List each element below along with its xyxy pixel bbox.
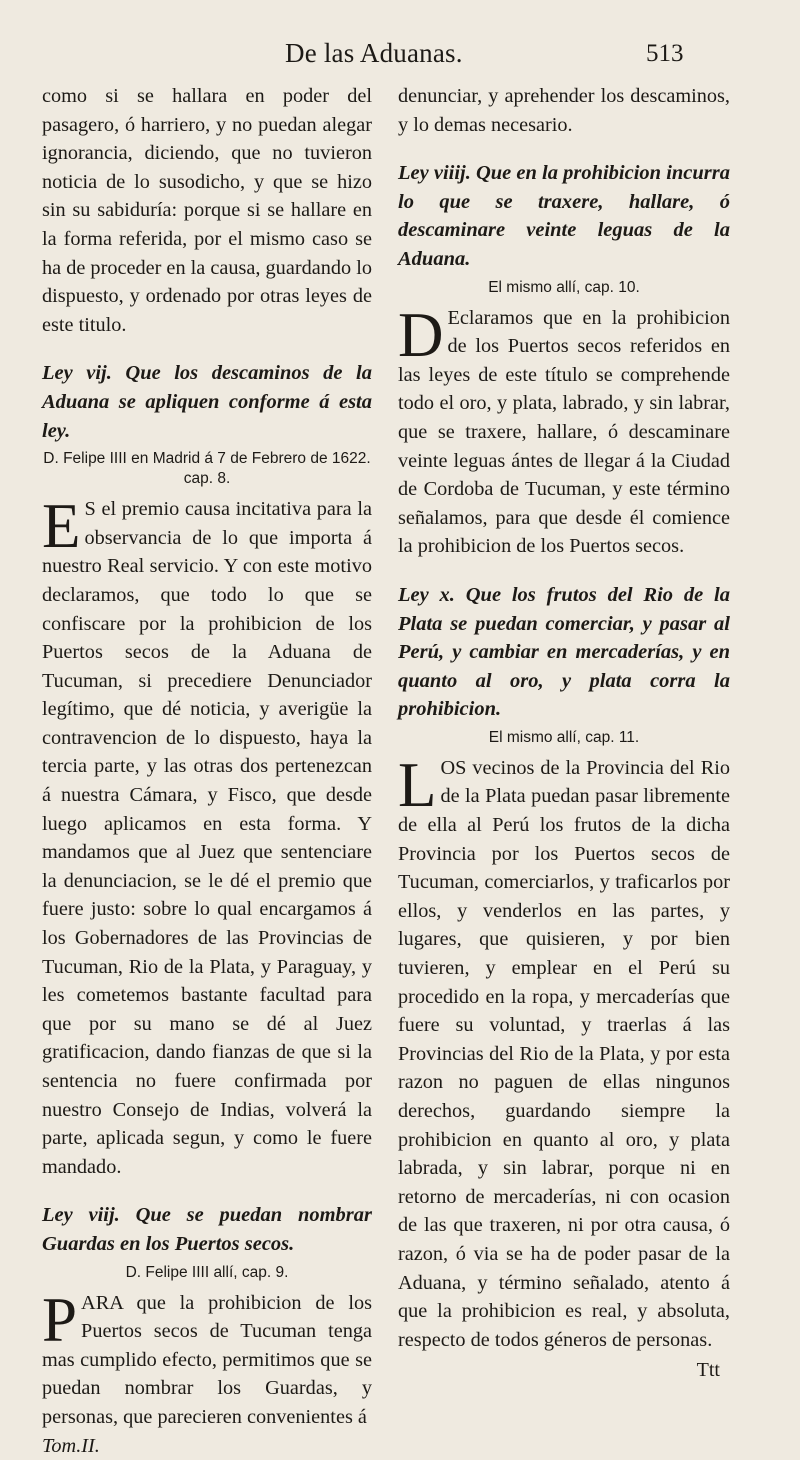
law-9-source: El mismo allí, cap. 10. (488, 278, 640, 296)
law-7-body (42, 491, 372, 1181)
law-10-text: OS vecinos de la Provincia del Rio de la Plata puedan pasar libremente de ella al Perú los frutos de la dicha Provincia por los Puertos secos de Tucuman, comerciarlos, y traficarlos por ellos, y venderlos en las partes, y lugares, que quisieren, y por bien tuvieren, y emplear en el Perú su procedido en la ropa, y mercaderías que fuere su voluntad, y traerlas á las Provincias del Rio de la Plata, y por esta razon no paguen de ellas ningunos derechos, guardando siempre la prohibicion en quanto al oro, y plata labrada, y sin labrar, porque ni en retorno de mercaderías, ni con ocasion de las que traxeren, ni por otra causa, ó razon, ó via se ha de poder pasar de la Aduana, y término señalado, atento á que la prohibicion es real, y absoluta, respecto de todos géneros de personas. (398, 756, 730, 1351)
volume-signature: Tom.II. (42, 1434, 100, 1457)
catchword: Ttt (696, 1359, 720, 1382)
law-10-body (398, 749, 730, 1354)
law-8-heading: Ley viij. Que se puedan nombrar Guardas en los Puertos secos. (42, 1204, 372, 1255)
law-7-heading: Ley vij. Que los descaminos de la Aduana se apliquen conforme á esta ley. (42, 362, 372, 442)
law-7-text: S el premio causa incitativa para la observancia de lo que importa á nuestro Real servicio. Y con este motivo declaramos, que todo lo que se confiscare por la prohibicion de los Puertos secos de la Aduana de Tucuman, si precediere Denunciador legítimo, que dé noticia, y averigüe la contravencion de lo dispuesto, haya la tercia parte, y las otras dos pertenezcan á nuestra Cámara, y Fisco, que desde luego aplicamos en esta forma. Y mandamos que al Juez que sentenciare la denunciacion, se le dé el premio que fuere justo: sobre lo qual encargamos á los Gobernadores de las Provincias de Tucuman, Rio de la Plata, y Paraguay, y les cometemos bastante facultad para que por su mano se dé al Juez gratificacion, dando fianzas de que si la sentencia no fuere confirmada por nuestro Consejo de Indias, volverá la parte, aplicada segun, y como le fuere mandado. (42, 498, 372, 1178)
right-column (398, 82, 730, 1385)
law-9-heading: Ley viiij. Que en la prohibicion incurra lo que se traxere, hallare, ó descaminare veinte leguas de la Aduana. (398, 162, 730, 270)
continued-paragraph: como si se hallara en poder del pasagero, ó harriero, y no puedan alegar ignorancia, diciendo, que no tuvieron noticia de lo susodicho, y que se hizo sin su sabiduría: porque si se hallare en la forma referida, por el mismo caso se ha de proceder en la causa, guardando lo dispuesto, y ordenado por otras leyes de este titulo. (42, 85, 372, 336)
law-7-source: D. Felipe IIII en Madrid á 7 de Febrero de 1622. cap. 8. (43, 450, 371, 488)
continued-paragraph-right: denunciar, y aprehender los descaminos, y lo demas necesario. (398, 85, 730, 136)
law-8-text: ARA que la prohibicion de los Puertos secos de Tucuman tenga mas cumplido efecto, permitimos que se puedan nombrar los Guardas, y personas, que parecieren convenientes á (42, 1291, 372, 1428)
law-10-dropcap: L (398, 749, 437, 820)
running-title: De las Aduanas. (285, 38, 463, 68)
law-10-source: El mismo allí, cap. 11. (488, 728, 640, 746)
law-10-heading: Ley x. Que los frutos del Rio de la Plata se puedan comerciar, y pasar al Perú, y cambiar en mercaderías, y en quanto al oro, y plata corra la prohibicion. (398, 583, 730, 721)
law-8-source: D. Felipe IIII allí, cap. 9. (125, 1263, 289, 1281)
left-column (42, 82, 372, 1460)
page-number: 513 (646, 40, 684, 67)
running-header (0, 38, 800, 74)
law-8-dropcap: P (42, 1284, 78, 1355)
law-9-text: Eclaramos que en la prohibicion de los Puertos secos referidos en las leyes de este título se comprehende todo el oro, y plata, labrado, y sin labrar, que se traxere, hallare, ó descaminare veinte leguas ántes de llegar á la Ciudad de Cordoba de Tucuman, y este término señalamos, para que desde él comience la prohibicion de los Puertos secos. (398, 306, 730, 558)
law-7-dropcap: E (42, 491, 81, 562)
law-9-body (398, 299, 730, 561)
law-9-dropcap: D (398, 299, 444, 370)
law-8-body (42, 1284, 372, 1432)
